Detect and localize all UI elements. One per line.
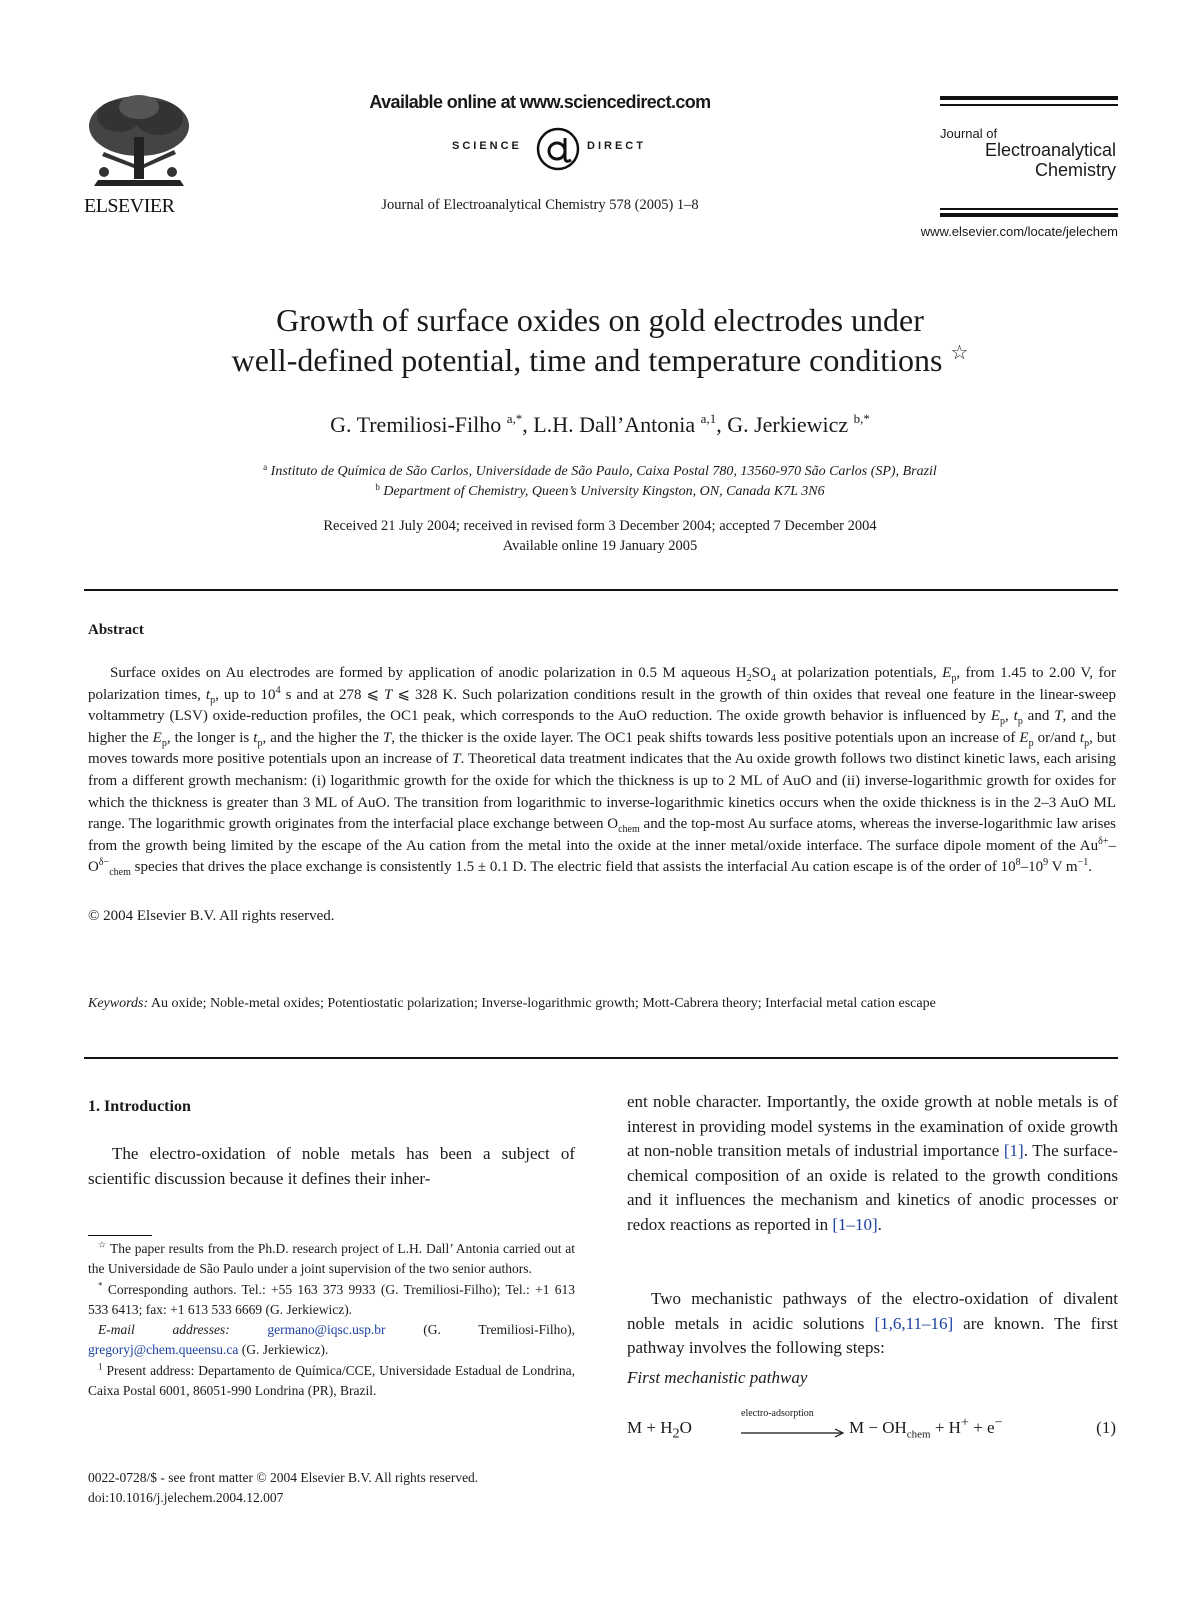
- p1-text-b: . The surface-chemical composition of an oxide is related to the growth conditions and it influences the mechanism and kinetics of anodic processes or redox reactions as reported in: [627, 1141, 1119, 1234]
- affiliation-a-mark: a: [263, 462, 268, 472]
- author-3-affil[interactable]: b,*: [853, 411, 870, 426]
- keywords-text: Au oxide; Noble-metal oxides; Potentiostatic polarization; Inverse-logarithmic growth; Mott-Cabrera theory; Interfacial metal cation escape: [150, 996, 936, 1011]
- title-footnote-star-icon[interactable]: ☆: [950, 342, 969, 364]
- author-3: G. Jerkiewicz: [727, 412, 849, 437]
- abstract-heading: Abstract: [88, 622, 144, 638]
- p2-text-a: Two mechanistic pathways of the electro-oxidation of divalent noble metals in acidic solutions: [627, 1289, 1118, 1333]
- journal-of-label: Journal of: [940, 126, 998, 141]
- p2-text-b: are known. The first pathway involves the following steps:: [627, 1313, 1118, 1357]
- online-date: Available online 19 January 2005: [502, 538, 698, 554]
- footnote-3-mark: 1: [98, 1361, 103, 1372]
- available-online-banner[interactable]: Available online at www.sciencedirect.com: [369, 92, 711, 112]
- masthead-rule-bottom: [940, 213, 1118, 217]
- intro-paragraph-1-cont: [627, 1090, 1118, 1237]
- journal-masthead: [940, 96, 1118, 221]
- equation-number: (1): [1096, 1418, 1116, 1437]
- journal-name-line1: Electroanalytical: [984, 140, 1116, 160]
- author-2: L.H. Dall’Antonia: [533, 412, 696, 437]
- elsevier-wordmark: ELSEVIER: [84, 195, 175, 217]
- affiliations: [80, 462, 1120, 502]
- footnote-emails: [88, 1320, 575, 1361]
- pathway-heading: First mechanistic pathway: [627, 1368, 808, 1387]
- keywords-label: Keywords:: [88, 996, 149, 1011]
- email-label: E-mail addresses:: [98, 1322, 230, 1338]
- ref-link-1-10[interactable]: [1–10]: [832, 1214, 878, 1234]
- journal-name: [985, 140, 1116, 180]
- email-link-2[interactable]: gregoryj@chem.queensu.ca: [88, 1342, 239, 1358]
- author-2-affil[interactable]: a,1: [700, 411, 717, 426]
- footnote-1: [88, 1239, 575, 1280]
- sciencedirect-logo-right: DIRECT: [587, 140, 646, 152]
- footnote-2-mark: *: [98, 1280, 103, 1291]
- author-list: G. Tremiliosi-Filho $^{a,*}$, L.H. Dall’Antonia $^{a,1}$, G. Jerkiewicz $^{b,*}$: [330, 411, 870, 437]
- article-title: [80, 300, 1120, 380]
- sciencedirect-logo-left: SCIENCE: [452, 140, 522, 152]
- footnote-2-text: Corresponding authors. Tel.: +55 163 373 9933 (G. Tremiliosi-Filho); Tel.: +1 613 533 6413; fax: +1 613 533 6669 (G. Jerkiewicz).: [88, 1281, 576, 1317]
- footnotes: [88, 1239, 575, 1401]
- equation-arrow-label: electro-adsorption: [741, 1408, 814, 1419]
- at-sign-icon: [535, 126, 581, 172]
- p1-text-c: .: [877, 1214, 882, 1234]
- section-heading-introduction: 1. Introduction: [88, 1098, 191, 1115]
- email-link-1[interactable]: germano@iqsc.usp.br: [267, 1322, 386, 1338]
- issn-line: 0022-0728/$ - see front matter © 2004 Elsevier B.V. All rights reserved.: [88, 1470, 479, 1485]
- divider-top: [84, 589, 1118, 591]
- title-line-2: [80, 340, 1120, 380]
- email-2-owner: (G. Jerkiewicz).: [238, 1342, 329, 1358]
- title-line-1: Growth of surface oxides on gold electrodes under: [276, 302, 924, 338]
- affiliation-b-text: Department of Chemistry, Queen’s University Kingston, ON, Canada K7L 3N6: [383, 484, 825, 499]
- equation-rhs: $M - OH_{chem} + H^+ + e^-$: [849, 1414, 1003, 1441]
- footnote-2: [88, 1280, 575, 1321]
- author-1-affil[interactable]: a,*: [506, 411, 523, 426]
- masthead-rule-top: [940, 96, 1118, 100]
- masthead-rule-top-thin: [940, 104, 1118, 106]
- article-dates: [80, 516, 1120, 556]
- author-1: G. Tremiliosi-Filho: [330, 412, 502, 437]
- right-arrow-icon: [741, 1428, 845, 1438]
- footnote-1-text: The paper results from the Ph.D. research project of L.H. Dall’ Antonia carried out at the Universidade de São Paulo under a joint supervision of the two senior authors.: [88, 1241, 576, 1277]
- journal-name-line2: Chemistry: [1034, 160, 1116, 180]
- ref-link-1-6-11-16[interactable]: [1,6,11–16]: [874, 1313, 954, 1333]
- received-dates: Received 21 July 2004; received in revised form 3 December 2004; accepted 7 December 2004: [323, 518, 877, 534]
- affiliation-b-mark: b: [375, 482, 380, 492]
- masthead-rule-bottom-thin: [940, 208, 1118, 210]
- journal-citation: Journal of Electroanalytical Chemistry 578 (2005) 1–8: [381, 197, 699, 213]
- equation-1: [627, 1408, 1118, 1448]
- footnote-1-mark: ☆: [98, 1239, 107, 1250]
- affiliation-b: [80, 482, 1120, 502]
- issn-doi: [88, 1468, 575, 1508]
- equation-lhs: $M + H_2O$: [627, 1418, 692, 1442]
- sciencedirect-logo: [452, 124, 662, 172]
- affiliation-a: [80, 462, 1120, 482]
- journal-url-link[interactable]: www.elsevier.com/locate/jelechem: [920, 224, 1118, 239]
- intro-paragraph-2: [627, 1287, 1118, 1361]
- email-1-owner: (G. Tremiliosi-Filho),: [385, 1322, 575, 1338]
- intro-paragraph-1: The electro-oxidation of noble metals has been a subject of scientific discussion because it defines their inher-: [88, 1144, 575, 1188]
- doi-line[interactable]: doi:10.1016/j.jelechem.2004.12.007: [88, 1490, 284, 1505]
- affiliation-a-text: Instituto de Química de São Carlos, Universidade de São Paulo, Caixa Postal 780, 13560-970 São Carlos (SP), Brazil: [270, 464, 937, 479]
- footnote-3: [88, 1361, 575, 1402]
- keywords: [88, 993, 1116, 1014]
- footnote-rule: [88, 1235, 152, 1236]
- elsevier-tree-icon: [84, 92, 194, 192]
- abstract-text: Surface oxides on Au electrodes are formed by application of anodic polarization in 0.5 M aqueous $H_2SO_4$ at polarization potentials, $E_p$, from 1.45 to 2.00 V, for polarization times, $t_p$, up to $10^4$ s and at 278 ⩽ T ⩽ 328 K. Such polarization conditions result in the growth of thin oxides that reveal one feature in the linear-sweep voltammetry (LSV) oxide-reduction profiles, the OC1 peak, which corresponds to the AuO reduction. The oxide growth behavior is influenced by $E_p$, $t_p$ and T, and the higher the $E_p$, the longer is $t_p$, and the higher the T, the thicker is the oxide layer. The OC1 peak shifts towards less positive potentials upon an increase of $E_p$ or/and $t_p$, but moves towards more positive potentials upon an increase of T. Theoretical data treatment indicates that the Au oxide growth follows two distinct kinetic laws, each arising from a different growth mechanism: (i) logarithmic growth for the oxide for which the thickness is up to 2 ML of AuO and (ii) inverse-logarithmic growth for oxides for which the thickness is greater than 3 ML of AuO. The transition from logarithmic to inverse-logarithmic kinetics occurs when the oxide thickness is in the 2–3 AuO ML range. The logarithmic growth originates from the interfacial place exchange between $O_{chem}$ and the top-most Au surface atoms, whereas the inverse-logarithmic law arises from the growth being limited by the escape of the Au cation from the metal into the oxide at the inner metal/oxide interface. The surface dipole moment of the $Au^{\delta+}-O^{\delta-}_{chem}$ species that drives the place exchange is consistently 1.5 ± 0.1 D. The electric field that assists the interfacial Au cation escape is of the order of $10^8-10^9$ V $m^{-1}$.: [88, 665, 1117, 879]
- elsevier-logo: [84, 92, 194, 220]
- footnote-3-text: Present address: Departamento de Química/CCE, Universidade Estadual de Londrina, Caixa Postal 6001, 86051-990 Londrina (PR), Brazil.: [88, 1362, 575, 1399]
- ref-link-1[interactable]: [1]: [1003, 1141, 1024, 1160]
- divider-bottom: [84, 1057, 1118, 1059]
- title-line-2-text: well-defined potential, time and temperature conditions: [231, 342, 943, 378]
- abstract-copyright: © 2004 Elsevier B.V. All rights reserved.: [88, 908, 335, 924]
- p1-text-a: ent noble character. Importantly, the oxide growth at noble metals is of interest in providing model systems in the examination of oxide growth at non-noble transition metals of industrial importance: [627, 1092, 1118, 1160]
